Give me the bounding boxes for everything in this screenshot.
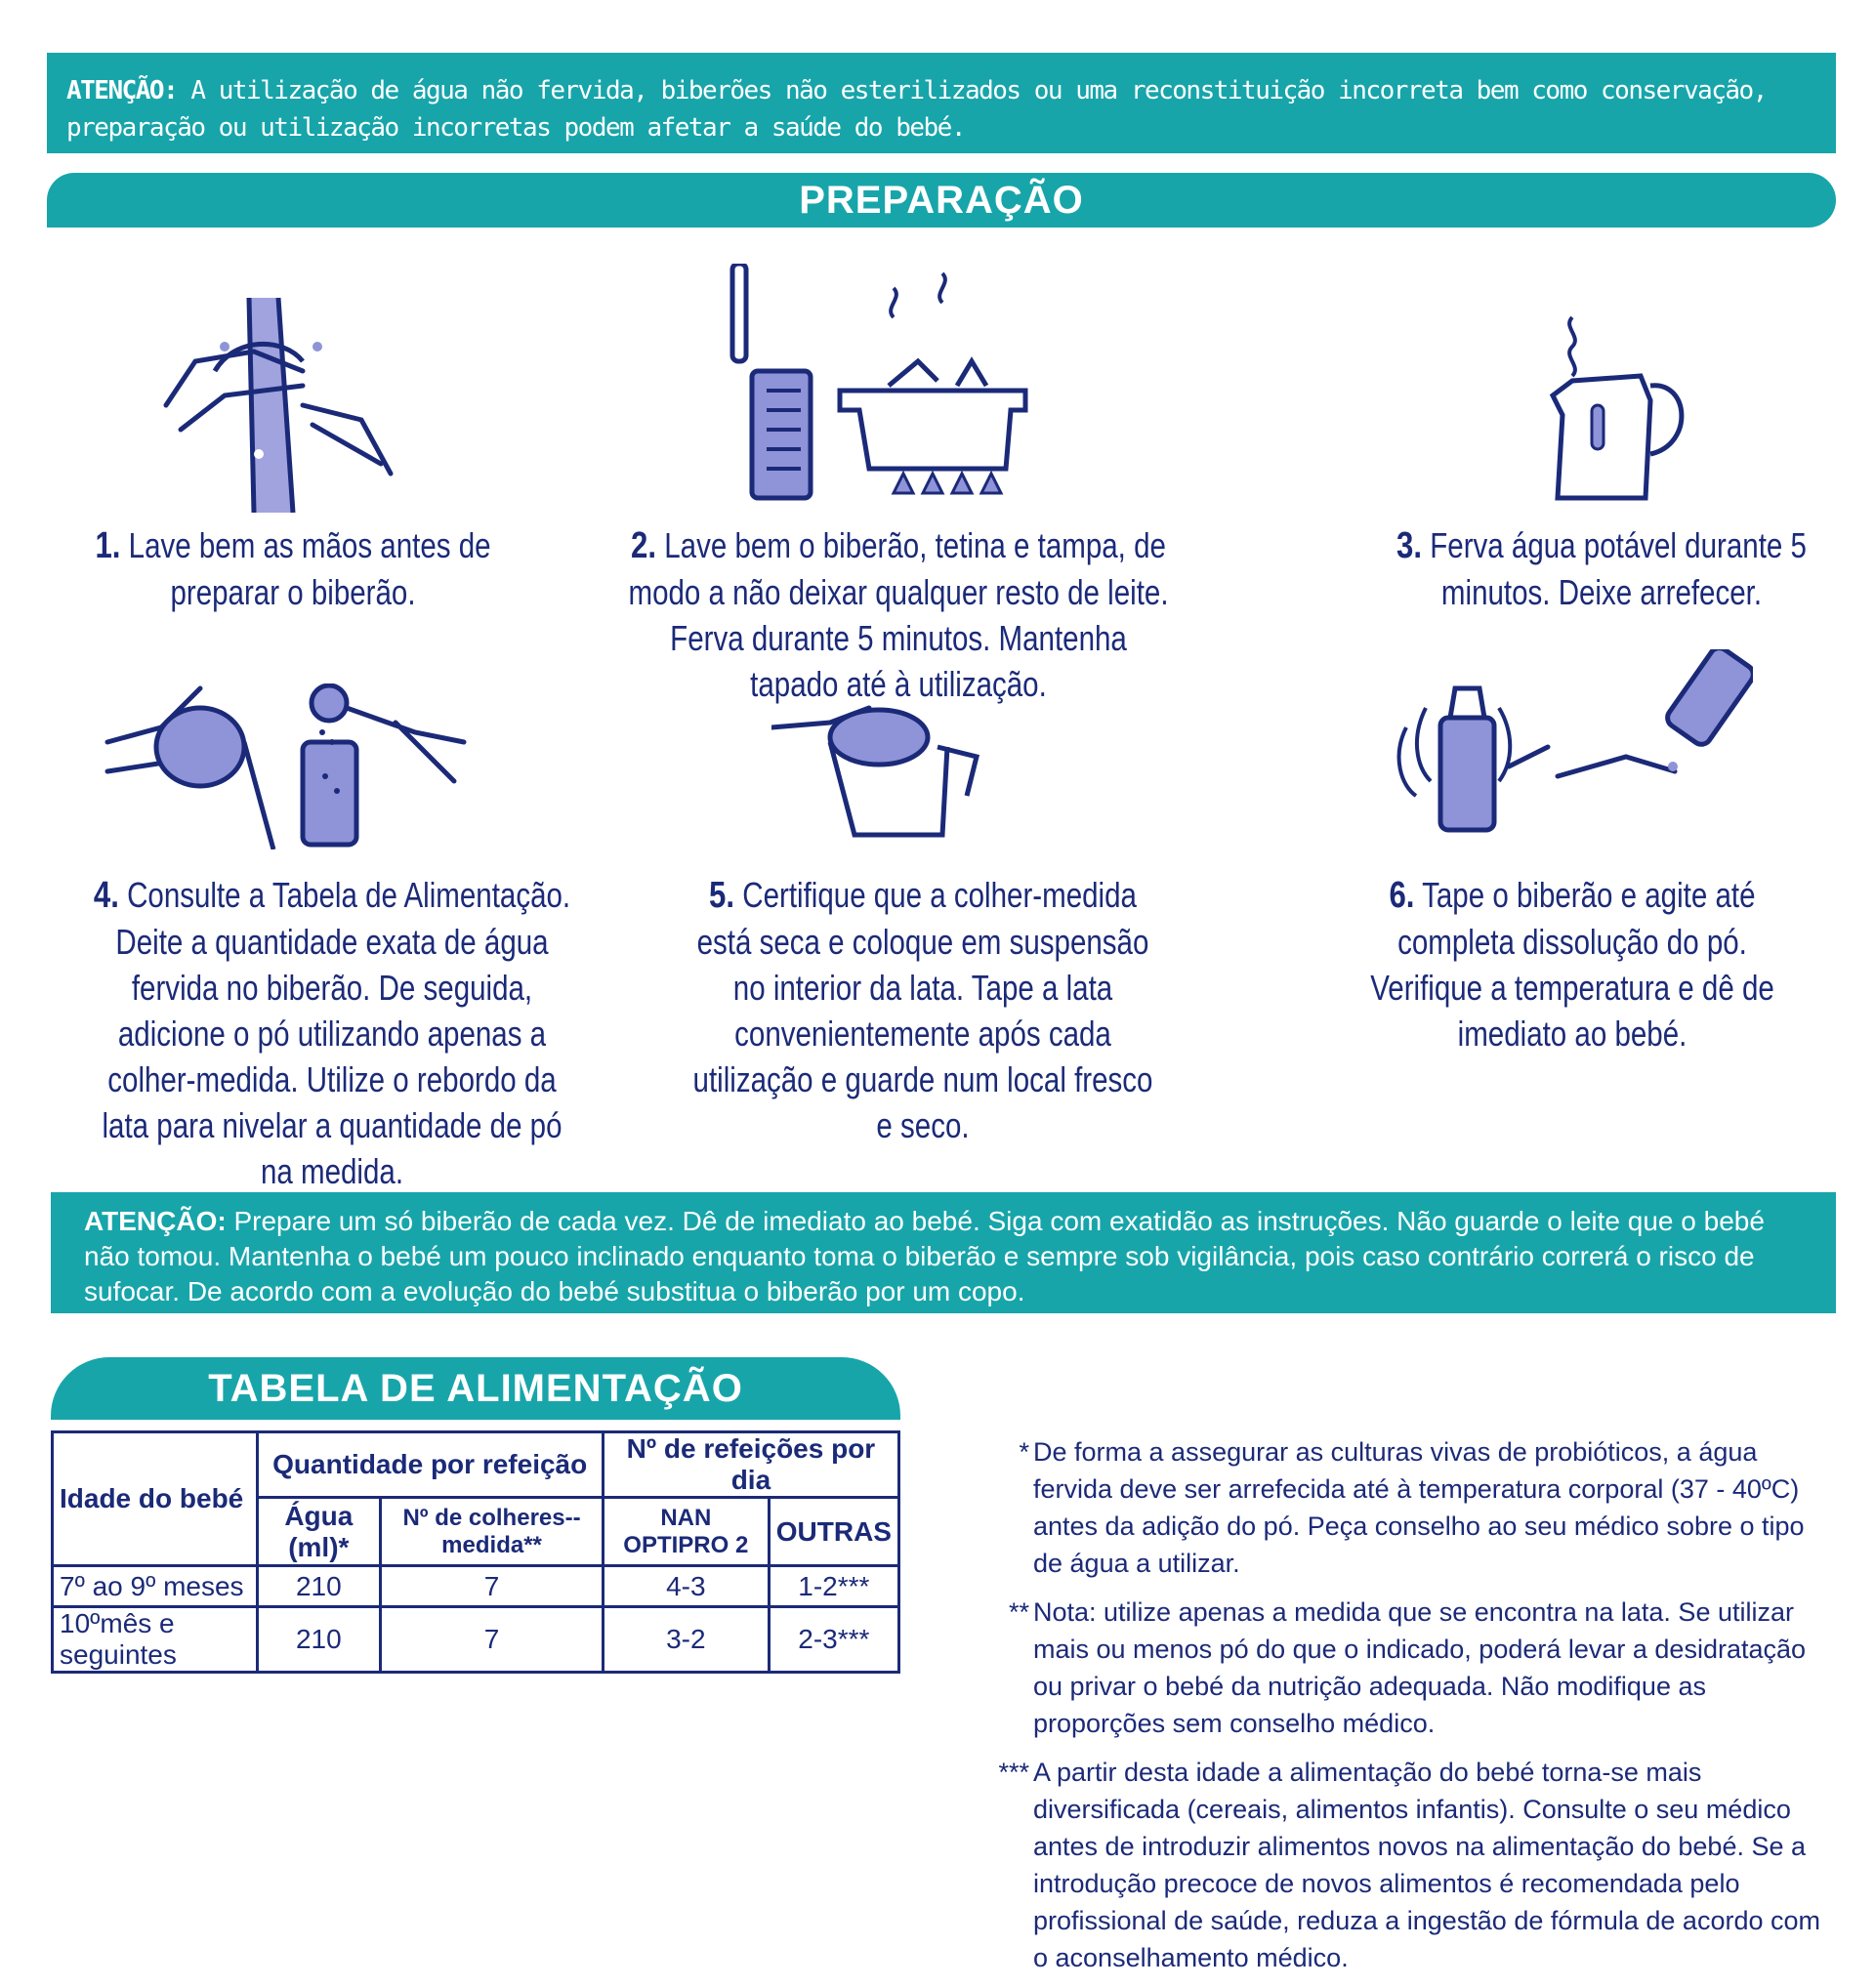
cell-spoons: 7 — [381, 1566, 604, 1607]
warning-text: A utilização de água não fervida, biberões não esterilizados ou uma reconstituição incorreta bem como conservação, preparação ou utilização incorretas podem afetar a saúde do bebé. — [66, 76, 1767, 143]
col-age-header: Idade do bebé — [53, 1432, 258, 1566]
footnotes — [986, 1433, 1826, 1988]
cell-nan: 3-2 — [603, 1607, 769, 1673]
section-title-feeding-table: TABELA DE ALIMENTAÇÃO — [51, 1357, 900, 1420]
warning-label: ATENÇÃO: — [84, 1206, 227, 1236]
footnote-3: *** A partir desta idade a alimentação do bebé torna-se mais diversificada (cereais, alimentos infantis). Consulte o seu médico antes de introduzir alimentos novos na alimentação do bebé. Se a introdução precoce de novos alimentos é recomendada pelo profissional de saúde, reduza a ingestão de fórmula de acordo com o aconselhamento médico. — [998, 1758, 1820, 1972]
warning-label: ATENÇÃO: — [66, 76, 178, 105]
step-4-text: 4. Consulte a Tabela de Alimentação. Deite a quantidade exata de água fervida no biberão. De seguida, adicione o pó utilizando apenas a colher-medida. Utilize o rebordo da lata para nivelar a quantidade de pó na medida. — [93, 875, 571, 1191]
col-nan-header: NAN OPTIPRO 2 — [603, 1498, 769, 1566]
cell-water: 210 — [257, 1566, 381, 1607]
group-quantity-header: Quantidade por refeição — [257, 1432, 603, 1498]
kettle-icon — [1543, 308, 1699, 508]
shake-bottle-icon — [1392, 649, 1753, 845]
warning-banner-top — [47, 53, 1836, 153]
step-2-text: 2. Lave bem o biberão, tetina e tampa, de modo a não deixar qualquer resto de leite. Ferva durante 5 minutos. Mantenha tapado até à utilização. — [628, 525, 1169, 704]
measuring-powder-icon — [103, 683, 474, 849]
section-title-preparation: PREPARAÇÃO — [47, 173, 1836, 228]
bottle-sterilizing-icon — [723, 264, 1035, 508]
cell-water: 210 — [257, 1607, 381, 1673]
warning-text: Prepare um só biberão de cada vez. Dê de imediato ao bebé. Siga com exatidão as instruções. Não guarde o leite que o bebé não tomou. Mantenha o bebé um pouco inclinado enquanto toma o biberão e sempre sob vigilância, pois caso contrário correrá o risco de sufocar. De acordo com a evolução do bebé substitua o biberão por um copo. — [84, 1206, 1765, 1306]
feeding-table — [51, 1430, 900, 1674]
step-6-text: 6. Tape o biberão e agite até completa dissolução do pó. Verifique a temperatura e dê de imediato ao bebé. — [1370, 875, 1774, 1054]
table-row — [53, 1566, 899, 1607]
can-lid-icon — [771, 698, 986, 840]
col-other-header: OUTRAS — [769, 1498, 898, 1566]
col-water-header: Água (ml)* — [257, 1498, 381, 1566]
table-row — [53, 1607, 899, 1673]
cell-other: 1-2*** — [769, 1566, 898, 1607]
cell-other: 2-3*** — [769, 1607, 898, 1673]
col-spoons-header: Nº de colheres--medida** — [381, 1498, 604, 1566]
group-meals-header: Nº de refeições por dia — [603, 1432, 898, 1498]
cell-spoons: 7 — [381, 1607, 604, 1673]
warning-banner-bottom — [51, 1192, 1836, 1313]
cell-age: 7º ao 9º meses — [53, 1566, 258, 1607]
handwashing-icon — [156, 278, 410, 518]
footnote-2: ** Nota: utilize apenas a medida que se encontra na lata. Se utilizar mais ou menos pó do que o indicado, poderá levar a desidratação ou privar o bebé da nutrição adequada. Não modifique as proporções sem conselho médico. — [1008, 1597, 1807, 1738]
step-1-text: 1. Lave bem as mãos antes de preparar o biberão. — [95, 525, 491, 612]
cell-nan: 4-3 — [603, 1566, 769, 1607]
footnote-1: * De forma a assegurar as culturas vivas de probióticos, a água fervida deve ser arrefecida até à temperatura corporal (37 - 40ºC) antes da adição do pó. Peça conselho ao seu médico sobre o tipo de água a utilizar. — [1019, 1437, 1805, 1578]
cell-age: 10ºmês e seguintes — [53, 1607, 258, 1673]
step-3-text: 3. Ferva água potável durante 5 minutos. Deixe arrefecer. — [1396, 525, 1807, 612]
step-5-text: 5. Certifique que a colher-medida está seca e coloque em suspensão no interior da lata. Tape a lata convenientemente após cada utilização e guarde num local fresco e seco. — [692, 875, 1153, 1145]
